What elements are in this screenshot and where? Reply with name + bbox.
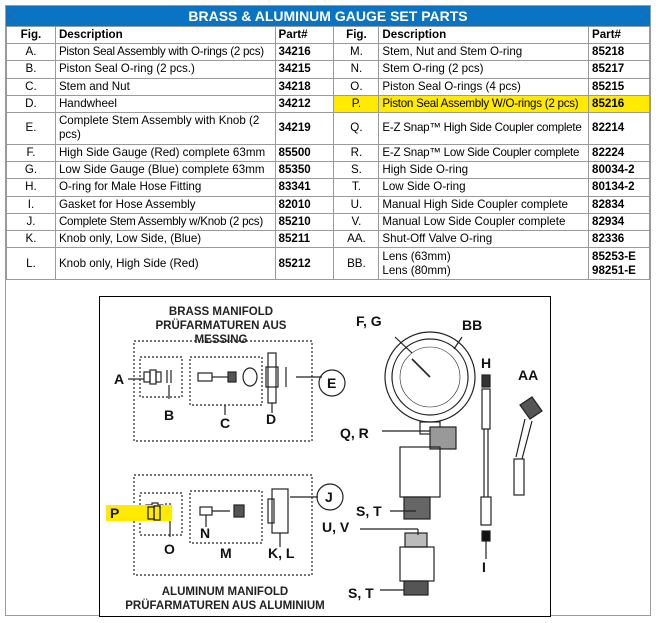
- description-cell: Piston Seal O-rings (4 pcs): [379, 78, 589, 95]
- fig-cell-highlighted: P.: [334, 95, 379, 112]
- fig-cell: J.: [7, 213, 56, 230]
- description-line: Lens (63mm): [382, 249, 451, 263]
- part-cell: 34212: [275, 95, 334, 112]
- part-cell: 80134-2: [589, 179, 650, 196]
- label-b: B: [164, 407, 175, 423]
- label-o: O: [164, 541, 175, 557]
- header-part-right: Part#: [589, 27, 650, 44]
- piston-seal-brass: [144, 370, 161, 384]
- part-line: 98251-E: [592, 263, 636, 277]
- fig-cell: A.: [7, 44, 56, 61]
- part-cell: 85350: [275, 162, 334, 179]
- description-cell: E-Z Snap™ High Side Coupler complete: [379, 112, 589, 144]
- stem-nut-brass: [198, 368, 257, 386]
- header-part-left: Part#: [275, 27, 334, 44]
- label-n: N: [200, 525, 211, 541]
- part-cell: [589, 248, 650, 280]
- brass-title-line-2: PRÜFARMATUREN AUS MESSING: [155, 320, 287, 346]
- label-a: A: [114, 371, 125, 387]
- label-h: H: [481, 355, 492, 371]
- table-row: [7, 248, 650, 280]
- label-kl: K, L: [268, 545, 295, 561]
- part-cell: 85210: [275, 213, 334, 230]
- description-cell: E-Z Snap™ Low Side Coupler complete: [379, 144, 589, 161]
- label-aa: AA: [518, 367, 539, 383]
- aluminum-manifold-title: [120, 585, 330, 613]
- table-row: [7, 44, 650, 61]
- label-d: D: [266, 411, 277, 427]
- table-title: BRASS & ALUMINUM GAUGE SET PARTS: [6, 6, 650, 26]
- label-st-2: S, T: [348, 585, 374, 601]
- fig-cell: O.: [334, 78, 379, 95]
- description-cell: Shut-Off Valve O-ring: [379, 230, 589, 247]
- header-fig-right: Fig.: [334, 27, 379, 44]
- part-cell: 34215: [275, 61, 334, 78]
- part-cell-highlighted: 85216: [589, 95, 650, 112]
- label-e: E: [327, 375, 337, 391]
- hose-drawing: [481, 375, 491, 541]
- aluminum-title-line-2: PRÜFARMATUREN AUS ALUMINIUM: [125, 600, 325, 612]
- table-row: [7, 196, 650, 213]
- part-cell: 82224: [589, 144, 650, 161]
- fig-cell: B.: [7, 61, 56, 78]
- parts-table: [6, 26, 650, 280]
- fig-cell: S.: [334, 162, 379, 179]
- table-row: [7, 144, 650, 161]
- header-description-right: Description: [379, 27, 589, 44]
- part-cell: 85218: [589, 44, 650, 61]
- table-row: [7, 230, 650, 247]
- description-cell: Gasket for Hose Assembly: [55, 196, 275, 213]
- part-cell: 82336: [589, 230, 650, 247]
- gauge-drawing: [385, 332, 475, 434]
- aluminum-title-line-1: ALUMINUM MANIFOLD: [161, 586, 289, 598]
- description-cell: Piston Seal O-ring (2 pcs.): [55, 61, 275, 78]
- label-i: I: [482, 559, 486, 575]
- description-cell: Manual Low Side Coupler complete: [379, 213, 589, 230]
- manual-coupler-drawing: [400, 533, 434, 595]
- part-cell: 82214: [589, 112, 650, 144]
- knob-aluminum: [268, 489, 288, 533]
- table-row-highlighted: [7, 95, 650, 112]
- fig-cell: G.: [7, 162, 56, 179]
- description-cell: Manual High Side Coupler complete: [379, 196, 589, 213]
- fig-cell: M.: [334, 44, 379, 61]
- description-cell: Complete Stem Assembly with Knob (2 pcs): [55, 112, 275, 144]
- label-m: M: [220, 545, 232, 561]
- table-header-row: [7, 27, 650, 44]
- part-cell: 83341: [275, 179, 334, 196]
- table-row: [7, 61, 650, 78]
- fig-cell: I.: [7, 196, 56, 213]
- part-cell: 82010: [275, 196, 334, 213]
- exploded-parts-diagram: [99, 296, 551, 617]
- table-row: [7, 213, 650, 230]
- description-cell: Stem O-ring (2 pcs): [379, 61, 589, 78]
- part-cell: 85211: [275, 230, 334, 247]
- fig-cell: K.: [7, 230, 56, 247]
- fig-cell: U.: [334, 196, 379, 213]
- label-j: J: [325, 489, 333, 505]
- fig-cell: H.: [7, 179, 56, 196]
- table-row: [7, 78, 650, 95]
- fig-cell: L.: [7, 248, 56, 280]
- description-cell-highlighted: Piston Seal Assembly W/O-rings (2 pcs): [379, 95, 589, 112]
- fig-cell: R.: [334, 144, 379, 161]
- description-cell: Stem, Nut and Stem O-ring: [379, 44, 589, 61]
- description-cell: Low Side O-ring: [379, 179, 589, 196]
- description-cell: O-ring for Male Hose Fitting: [55, 179, 275, 196]
- fig-cell: E.: [7, 112, 56, 144]
- description-cell: Stem and Nut: [55, 78, 275, 95]
- header-description-left: Description: [55, 27, 275, 44]
- table-row: [7, 162, 650, 179]
- fig-cell: D.: [7, 95, 56, 112]
- description-cell: High Side Gauge (Red) complete 63mm: [55, 144, 275, 161]
- fig-cell: C.: [7, 78, 56, 95]
- description-cell: High Side O-ring: [379, 162, 589, 179]
- handwheel-brass: [266, 353, 286, 403]
- description-cell: Knob only, Low Side, (Blue): [55, 230, 275, 247]
- part-cell: 85500: [275, 144, 334, 161]
- fig-cell: F.: [7, 144, 56, 161]
- part-cell: 34216: [275, 44, 334, 61]
- stem-nut-aluminum: [200, 505, 244, 517]
- part-cell: 80034-2: [589, 162, 650, 179]
- fig-cell: N.: [334, 61, 379, 78]
- description-cell: Piston Seal Assembly with O-rings (2 pcs): [55, 44, 275, 61]
- fig-cell: Q.: [334, 112, 379, 144]
- brass-title-line-1: BRASS MANIFOLD: [168, 306, 274, 318]
- label-uv: U, V: [322, 519, 350, 535]
- fig-cell: V.: [334, 213, 379, 230]
- part-cell: 82934: [589, 213, 650, 230]
- header-fig-left: Fig.: [7, 27, 56, 44]
- fig-cell: BB.: [334, 248, 379, 280]
- description-cell: Low Side Gauge (Blue) complete 63mm: [55, 162, 275, 179]
- part-cell: 85212: [275, 248, 334, 280]
- part-cell: 85217: [589, 61, 650, 78]
- label-p: P: [110, 505, 120, 521]
- table-row: [7, 112, 650, 144]
- label-st-1: S, T: [356, 503, 382, 519]
- part-cell: 34219: [275, 112, 334, 144]
- label-c: C: [220, 415, 231, 431]
- label-qr: Q, R: [340, 425, 369, 441]
- description-cell: [379, 248, 589, 280]
- part-cell: 82834: [589, 196, 650, 213]
- description-cell: Knob only, High Side (Red): [55, 248, 275, 280]
- part-line: 85253-E: [592, 249, 636, 263]
- shutoff-valve-drawing: [514, 397, 542, 495]
- description-line: Lens (80mm): [382, 263, 451, 277]
- fig-cell: T.: [334, 179, 379, 196]
- description-cell: Complete Stem Assembly w/Knob (2 pcs): [55, 213, 275, 230]
- ez-snap-coupler-drawing: [400, 427, 456, 519]
- part-cell: 85215: [589, 78, 650, 95]
- label-fg: F, G: [356, 313, 382, 329]
- part-cell: 34218: [275, 78, 334, 95]
- table-row: [7, 179, 650, 196]
- description-cell: Handwheel: [55, 95, 275, 112]
- label-bb: BB: [462, 317, 483, 333]
- brass-manifold-title: [136, 305, 306, 347]
- fig-cell: AA.: [334, 230, 379, 247]
